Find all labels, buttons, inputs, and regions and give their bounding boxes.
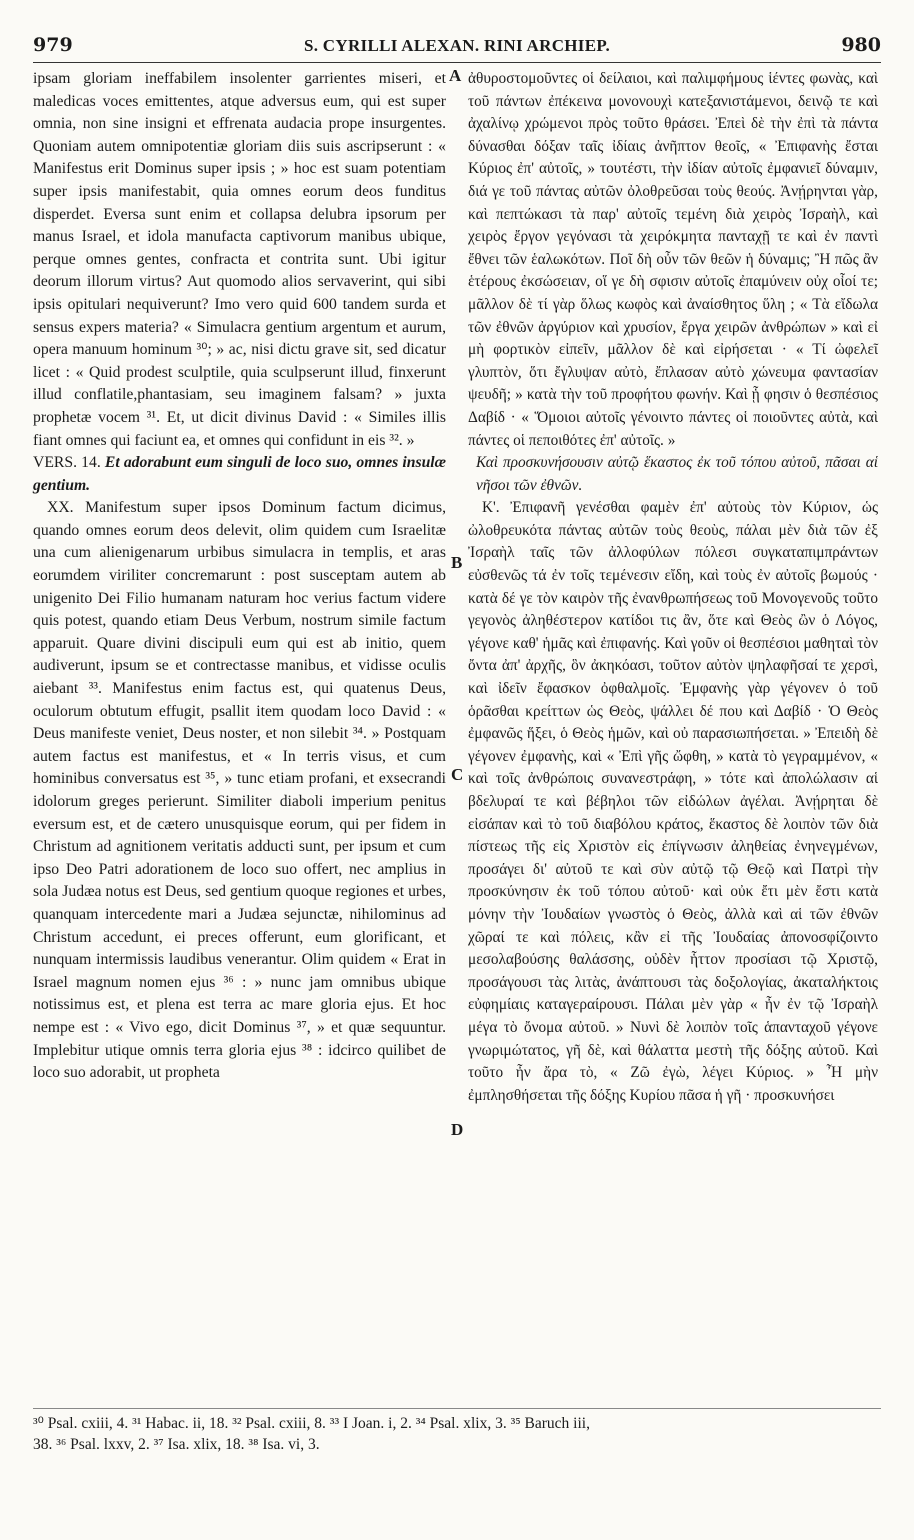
latin-verse-label: VERS. 14. <box>33 454 101 472</box>
greek-column <box>468 68 878 1107</box>
greek-paragraph-2: Κ'. Ἐπιφανῆ γενέσθαι φαμὲν ἐπ' αὐτοὺς τὸν Κύριον, ὡς ὠλοθρευκότα πάντας αὐτῶν τοὺς θεοὺς, πάλαι μὲν διὰ τῶν ἐξ Ἰσραὴλ ταῖς τῶν ἀλλοφύλων πόλεσι συγκαταπιμπράντων εὐσθενῶς τά ἐν τοῖς τεμένεσιν εἴδη, καὶ τοὺς ἐν αὐτοῖς βωμούς · κατὰ δέ γε τὸν καιρὸν τῆς ἐνανθρωπήσεως τοῦ Μονογενοῦς τοῦτο γεγονὸς ἀληθέστερον κατίδοι τις ἂν, ὅτε καὶ Θεὸς ὢν ὁ Λόγος, γέγονε καθ' ἡμᾶς καὶ ἐπιφανής. Καὶ γοῦν οἱ θεσπέσιοι μαθηταὶ τὸν ὄντα ἀπ' ἀρχῆς, ὃν ἀκηκόασι, τοῦτον αὐτὸν ψηλαφῆσαί τε χερσὶ, καὶ ἰδεῖν ἔφασκον ὀφθαλμοῖς. Ἐμφανὴς γὰρ γέγονεν ὁ τοῦ ὁρᾶσθαι κρείττων ὡς Θεὸς, ψάλλει δέ που καὶ Δαβίδ · Ὁ Θεὸς ἐμφανῶς ἥξει, ὁ Θεὸς ἡμῶν, καὶ οὐ παρασιωπήσεται. » Ἐπειδὴ δὲ γέγονεν ἐμφανὴς, καὶ « Ἐπὶ γῆς ὤφθη, » κατὰ τὸ γεγραμμένον, « καὶ τοῖς ἀνθρώποις συνανεστράφη, » τότε καὶ ἀπολώλασιν αἱ βδελυραί τε καὶ βέβηλοι τῶν εἰδώλων ἀγέλαι. Ἀνῄρηται δὲ εἰσάπαν καὶ τὸ τοῦ διαβόλου κράτος, ἕκαστος δὲ λοιπὸν τῶν διὰ πίστεως τῆς εἰς Χριστὸν εἰς ἐπίγνωσιν ἀληθείας ἐνηνεγμένων, προσάγει δι' αὐτοῦ τε καὶ σὺν αὐτῷ τῷ Θεῷ καὶ Πατρὶ τὴν προσκύνησιν ἐκ τοῦ τόπου αὐτοῦ· καὶ οὐκ ἔτι μὲν ἔστι κατὰ μόνην τὴν Ἰουδαίων γνωστὸς ὁ Θεὸς, ἀλλὰ καὶ αἱ τῶν ἐθνῶν χῶραί τε καὶ πόλεις, κἂν εἰ τῆς Ἰουδαίας ἀπονοσφίζοιντο μεσολαβούσης θαλάσσης, οὐδὲν ἧττον προσίασι τῷ Χριστῷ, προσάγουσι τὰς λιτὰς, ἀνάπτουσι τὰς δοξολογίας, ἀκαταλήκτοις εὐφημίαις καταγεραίρουσι. Πάλαι μὲν γὰρ « ἦν ἐν τῷ Ἰσραὴλ μέγα τὸ ὄνομα αὐτοῦ. » Νυνὶ δὲ λοιπὸν τοῖς ἁπανταχοῦ γέγονε γνωριμώτατος, γῆ δὲ, καὶ θάλαττα μεστὴ τῆς δόξης αὐτοῦ. Καὶ τοῦτο ἦν ἄρα τὸ, « Ζῶ ἐγὼ, λέγει Κύριος. » Ἦ μὴν ἐμπλησθήσεται τῆς δόξης Κυρίου πᾶσα ἡ γῆ · προσκυνήσει <box>468 499 878 1104</box>
page-number-right: 980 <box>841 34 881 56</box>
page-header <box>33 32 881 63</box>
footnote-line-2: 38. ³⁶ Psal. lxxv, 2. ³⁷ Isa. xlix, 18. ³⁸ Isa. vi, 3. <box>33 1436 320 1453</box>
margin-marker-a: A <box>449 66 462 85</box>
margin-marker-b: B <box>451 553 463 572</box>
footnotes <box>33 1408 881 1455</box>
latin-paragraph-2: XX. Manifestum super ipsos Dominum factum dicimus, quando omnes eorum deos delevit, olim quidem cum Israelitæ una cum alienigenarum urbibus simulacra in templis, et aras eorumdem viriliter concremarunt : post susceptam autem ab unigenito Dei Filio humanam naturam hoc verius factum videre quis potest, quando etiam Deus Verbum, nostrum simile factum apparuit. Quare divini discipuli eum qui est ab initio, quem audiverunt, ipsum se et contrectasse manibus, et vidisse oculis aiebant ³³. Manifestus enim factus est, qui quatenus Deus, oculorum obtutum effugit, psallit item quodam loco David : « Deus manifeste veniet, Deus noster, et non silebit ³⁴. » Postquam autem factus est manifestus, et « In terris visus, et cum hominibus conversatus est ³⁵, » tunc etiam profani, et exsecrandi idolorum greges perierunt. Similiter diaboli imperium penitus eversum est, et de cætero unusquisque eorum, qui per fidem in Christum ad agnitionem veritatis adducti sunt, per ipsum et cum ipso Deo Patri adorationem de loco suo offert, nec amplius in sola Judæa notus est Deus, sed gentium quoque regiones et urbes, quanquam intercedente mari a Judæa sejunctæ, nihilominus ad Christum accedunt, ei preces offerunt, eum glorificant, et nunquam intermissis laudibus venerantur. Olim quidem « Erat in Israel magnum nomen ejus ³⁶ : » nunc jam omnibus ubique notissimus est, et plena est terra ac mare gloria ejus. Et hoc nempe est : « Vivo ego, dicit Dominus ³⁷, » et quæ sequuntur. Implebitur utique omnis terra gloria ejus ³⁸ : idcirco quilibet de loco suo adorabit, ut propheta <box>33 499 446 1082</box>
running-title: S. CYRILLI ALEXAN. RINI ARCHIEP. <box>303 36 611 55</box>
latin-column <box>33 68 446 1085</box>
greek-paragraph-1: ἀθυροστομοῦντες οἱ δείλαιοι, καὶ παλιμφήμους ἱέντες φωνὰς, καὶ τοῦ πάντων ἐπέκεινα μονονουχὶ κατεξανιστάμενοι, δεινῷ τε καὶ ἀχαλίνῳ χρώμενοι πρὸς τοῦτο θράσει. Ἐπεὶ δὲ τὴν ἐπὶ τὰ πάντα δύνασθαι δόξαν ταῖς ἰδίαις ἀνῆπτον θεοῖς, « Ἐπιφανὴς ἔσται Κύριος ἐπ' αὐτοῖς, » τουτέστι, τὴν ἰδίαν αὐτοῖς ἐμφανιεῖ δύναμιν, διά γε τοῦ πάντας αὐτῶν ὀλοθρεῦσαι τοὺς θεούς. Ἀνῄρηνται γὰρ, καὶ πεπτώκασι τὰ παρ' αὐτοῖς τεμένη διὰ χειρὸς Ἰσραὴλ, καὶ χειρὸς ἔργον γεγόνασι τὰ χειρόκμητα πανταχῇ τε καὶ ἐν παντὶ ἔθνει τῶν ἑαλωκότων. Ποῖ δὴ οὖν τῶν θεῶν ἡ δύναμις; Ἢ πῶς ἂν ἑτέρους ἐκσώσειαν, οἵ γε δὴ σφισιν αὐτοῖς ἐπαμύνειν οὐχ οἷοί τε; μᾶλλον δὲ τί γὰρ ὅλως κωφὸς καὶ ἀναίσθητος ὕλη ; « Τὰ εἴδωλα τῶν ἐθνῶν ἀργύριον καὶ χρυσίον, ἔργα χειρῶν ἀνθρώπων » καὶ εἰ μὴ φορτικὸν εἰπεῖν, μᾶλλον δὲ καὶ εἰρήσεται · « Τί ὠφελεῖ γλυπτὸν, ὅτι ἔγλυψαν αὐτὸ, ἔπλασαν αὐτὸ χώνευμα φαντασίαν ψευδῆ; » κατὰ τὴν τοῦ προφήτου φωνήν. Καὶ ᾗ φησιν ὁ θεσπέσιος Δαβίδ · « Ὅμοιοι αὐτοῖς γένοιντο πάντες οἱ ποιοῦντες αὐτὰ, καὶ πάντες οἱ πεποιθότες ἐπ' αὐτοῖς. » <box>468 70 878 449</box>
latin-paragraph-1: ipsam gloriam ineffabilem insolenter garrientes miseri, et maledicas voces emittentes, atque adversus eum, qui est super omnia, non sine insigni et effrenata audacia prope insurgentes. Quoniam autem omnipotentiæ gloriam diis suis ascripserunt : « Manifestus erit Dominus super ipsis ; » hoc est suam potentiam super ipsis manifestabit, quia omnes eorum deos funditus disperdet. Eversa sunt enim et collapsa delubra ipsorum per manus Israel, et idola manufacta captivorum manibus ubique, perque omnes gentes, confracta et contrita sunt. Ubi igitur deorum illorum virtus? Aut quomodo alios servaverint, qui sibi ipsis opitulari nequiverunt? Imo vero quid 600 tandem surda et sensus expers materia? « Simulacra gentium argentum et aurum, opera manuum hominum ³⁰; » ac, nisi dictu grave sit, sed dicatur licet : « Quid prodest sculptile, quia sculpserunt illud, finxerunt illud conflatile,phantasiam, seu imaginem falsam? » juxta prophetæ vocem ³¹. Et, ut dicit divinus David : « Similes illis fiant omnes qui faciunt ea, et omnes qui confidunt in eis ³². » <box>33 70 446 449</box>
margin-marker-c: C <box>451 765 464 784</box>
latin-verse-text: Et adorabunt eum singuli de loco suo, omnes insulæ gentium. <box>33 454 446 494</box>
footnote-line-1: ³⁰ Psal. cxiii, 4. ³¹ Habac. ii, 18. ³² Psal. cxiii, 8. ³³ I Joan. i, 2. ³⁴ Psal. xlix, 3. ³⁵ Baruch iii, <box>33 1415 590 1432</box>
page-number-left: 979 <box>33 34 73 56</box>
latin-verse-heading <box>33 452 446 497</box>
greek-verse-heading: Καὶ προσκυνήσουσιν αὐτῷ ἕκαστος ἐκ τοῦ τόπου αὐτοῦ, πᾶσαι αἱ νῆσοι τῶν ἐθνῶν. <box>476 454 878 494</box>
margin-marker-d: D <box>451 1120 464 1139</box>
